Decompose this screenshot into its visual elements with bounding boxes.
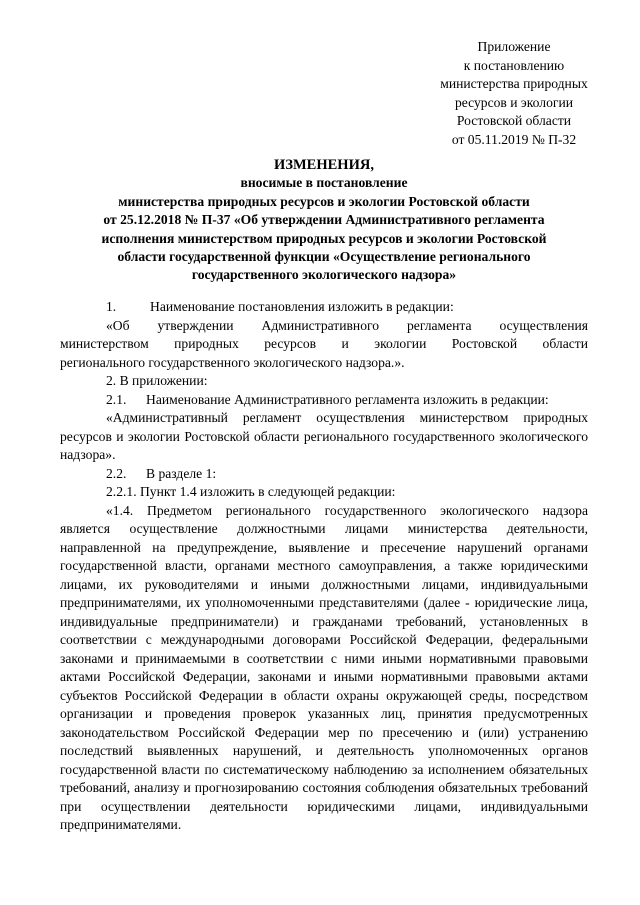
item-number: 2.1. <box>106 391 127 407</box>
annex-line: от 05.11.2019 № П-32 <box>451 131 577 147</box>
document-title <box>60 156 588 285</box>
item-text: Наименование Административного регламента изложить в редакции: <box>146 391 549 407</box>
annex-line: министерства природных <box>440 76 588 92</box>
title-line: вносимые в постановление <box>240 175 408 191</box>
item-2-1-quote: «Административный регламент осуществления министерством природных ресурсов и экологии Ростовской области регионального государственного экологического надзора». <box>60 410 588 462</box>
annex-block <box>418 38 610 150</box>
title-heading: ИЗМЕНЕНИЯ, <box>274 157 374 173</box>
title-line: области государственной функции «Осуществление регионального <box>117 249 531 265</box>
item-2-2-1-quote: «1.4. Предметом регионального государственного экологического надзора является осуществление должностными лицами министерства деятельности, направленной на предупреждение, выявление и пресечение нарушений органами государственной власти, органами местного самоуправления, а также юридическими лицами, их руководителями и иными должностными лицами, индивидуальными предпринимателями, их уполномоченными представителями (далее - юридические лица, индивидуальные предприниматели) и гражданами требований, установленных в соответствии с международными договорами Российской Федерации, федеральными законами и принимаемыми в соответствии с ними иными нормативными правовыми актами Российской Федерации, законами и иными нормативными правовыми актами субъектов Российской Федерации в области охраны окружающей среды, посредством организации и проведения проверок указанных лиц, принятия предусмотренных законодательством Российской Федерации мер по пресечению и (или) устранению последствий выявленных нарушений, и деятельность уполномоченных органов государственной власти по систематическому наблюдению за исполнением обязательных требований, анализу и прогнозированию состояния соблюдения обязательных требований при осуществлении деятельности юридическими лицами, индивидуальными предпринимателями. <box>60 502 588 832</box>
item-1-quote-line: регионального государственного экологического надзора.». <box>60 354 405 370</box>
item-1 <box>60 298 588 317</box>
title-line: министерства природных ресурсов и экологии Ростовской области <box>118 193 530 209</box>
document-body <box>60 298 588 835</box>
annex-line: ресурсов и экологии <box>454 94 573 110</box>
title-line: от 25.12.2018 № П-37 «Об утверждении Административного регламента <box>103 212 545 228</box>
item-1-quote-line: «Об утверждении Административного регламента осуществления <box>106 317 588 333</box>
title-line: исполнения министерством природных ресурсов и экологии Ростовской <box>101 230 547 246</box>
annex-line: к постановлению <box>463 57 565 73</box>
item-text: В разделе 1: <box>146 465 217 481</box>
item-number: 1. <box>106 299 117 314</box>
item-text: Наименование постановления изложить в редакции: <box>150 299 454 314</box>
annex-line: Ростовской области <box>456 113 572 129</box>
item-2-2 <box>60 465 588 484</box>
title-line: государственного экологического надзора» <box>191 267 457 283</box>
annex-line: Приложение <box>477 39 551 54</box>
item-2-1 <box>60 391 588 410</box>
item-2-2-1: 2.2.1. Пункт 1.4 изложить в следующей редакции: <box>106 484 396 499</box>
item-number: 2.2. <box>106 465 127 481</box>
item-1-quote-line: министерством природных ресурсов и экологии Ростовской области <box>60 336 588 351</box>
item-2: 2. В приложении: <box>106 373 208 388</box>
